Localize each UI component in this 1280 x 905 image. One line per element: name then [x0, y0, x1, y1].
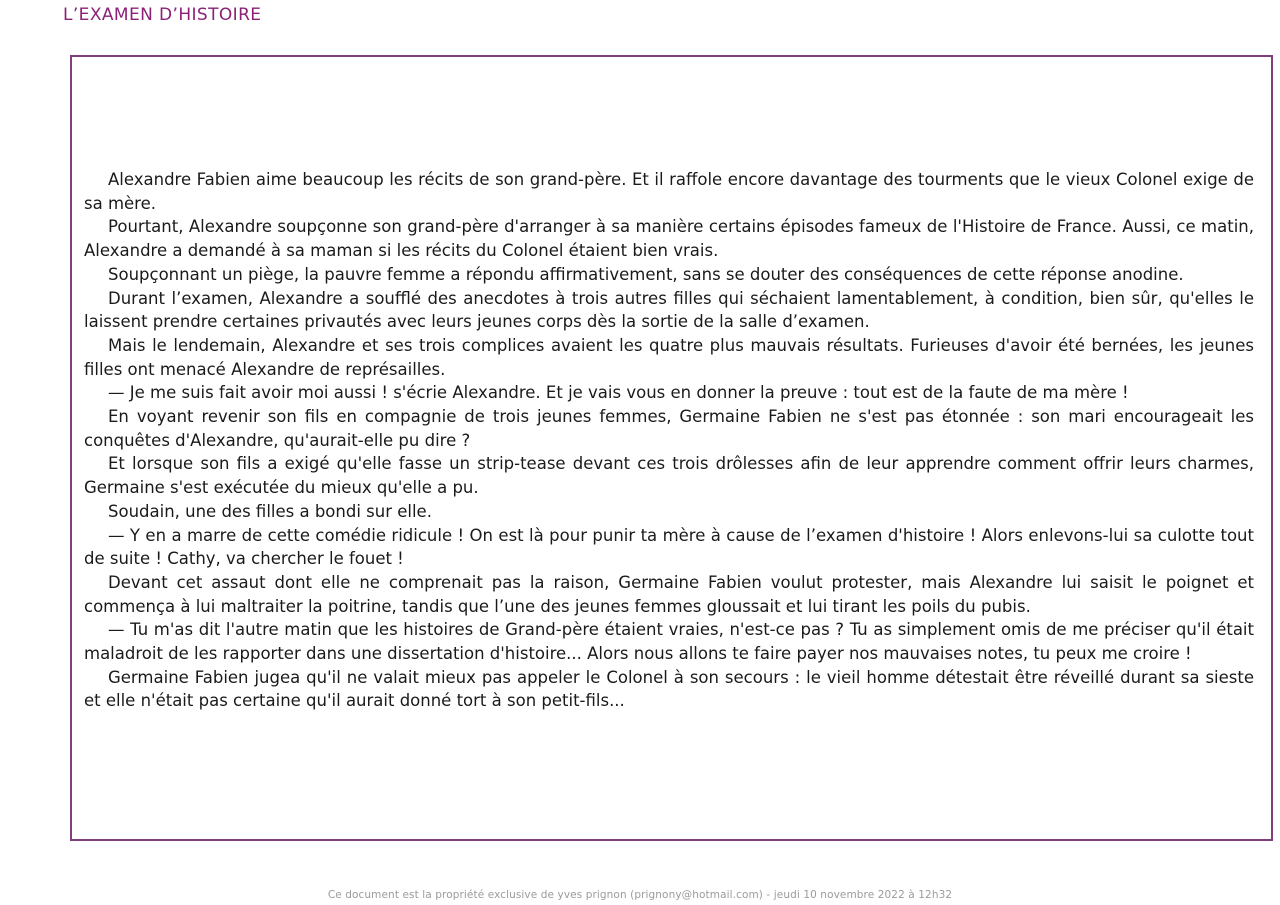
story-paragraph: Mais le lendemain, Alexandre et ses trois complices avaient les quatre plus mauvais résultats. Furieuses d'avoir été bernées, les jeunes filles ont menacé Alexandre de représailles.: [84, 335, 1254, 379]
story-paragraph: En voyant revenir son fils en compagnie de trois jeunes femmes, Germaine Fabien ne s'est pas étonnée : son mari encourageait les conquêtes d'Alexandre, qu'aurait-elle pu dire ?: [84, 407, 1254, 450]
story-paragraph: Et lorsque son fils a exigé qu'elle fasse un strip-tease devant ces trois drôlesses afin de leur apprendre comment offrir leurs charmes, Germaine s'est exécutée du mieux qu'elle a pu.: [84, 454, 1254, 498]
story-paragraph: — Y en a marre de cette comédie ridicule ! On est là pour punir ta mère à cause de l’examen d'histoire ! Alors enlevons-lui sa culotte tout de suite ! Cathy, va chercher le fouet !: [84, 525, 1254, 569]
story-paragraph: Pourtant, Alexandre soupçonne son grand-père d'arranger à sa manière certains épisodes fameux de l'Histoire de France. Aussi, ce matin, Alexandre a demandé à sa maman si les récits du Colonel étaient bien vrais.: [84, 217, 1254, 261]
story-paragraph: Soudain, une des filles a bondi sur elle.: [108, 501, 432, 521]
ownership-footer: Ce document est la propriété exclusive de yves prignon (prignony@hotmail.com) - jeudi 10 novembre 2022 à 12h32: [327, 889, 953, 901]
story-paragraph: — Tu m'as dit l'autre matin que les histoires de Grand-père étaient vraies, n'est-ce pas ? Tu as simplement omis de me préciser qu'il était maladroit de les rapporter dans une dissertation d'histoire... Alors nous allons te faire payer nos mauvaises notes, tu peux me croire !: [84, 620, 1254, 664]
story-paragraph: Germaine Fabien jugea qu'il ne valait mieux pas appeler le Colonel à son secours : le vieil homme détestait être réveillé durant sa sieste et elle n'était pas certaine qu'il aurait donné tort à son petit-fils...: [84, 667, 1254, 711]
page-title: L’EXAMEN D’HISTOIRE: [63, 5, 262, 25]
story-paragraph: Devant cet assaut dont elle ne comprenait pas la raison, Germaine Fabien voulut protester, mais Alexandre lui saisit le poignet et commença à lui maltraiter la poitrine, tandis que l’une des jeunes femmes gloussait et lui tirant les poils du pubis.: [84, 572, 1254, 616]
story-text-block: [72, 57, 1271, 721]
story-paragraph: Alexandre Fabien aime beaucoup les récits de son grand-père. Et il raffole encore davantage des tourments que le vieux Colonel exige de sa mère.: [84, 170, 1254, 213]
story-paragraph: Soupçonnant un piège, la pauvre femme a répondu affirmativement, sans se douter des conséquences de cette réponse anodine.: [108, 264, 1184, 284]
story-paragraph: — Je me suis fait avoir moi aussi ! s'écrie Alexandre. Et je vais vous en donner la preuve : tout est de la faute de ma mère !: [108, 383, 1129, 403]
story-paragraph: Durant l’examen, Alexandre a soufflé des anecdotes à trois autres filles qui séchaient lamentablement, à condition, bien sûr, qu'elles le laissent prendre certaines privautés avec leurs jeunes corps dès la sortie de la salle d’examen.: [84, 288, 1254, 332]
story-frame: [70, 55, 1273, 841]
